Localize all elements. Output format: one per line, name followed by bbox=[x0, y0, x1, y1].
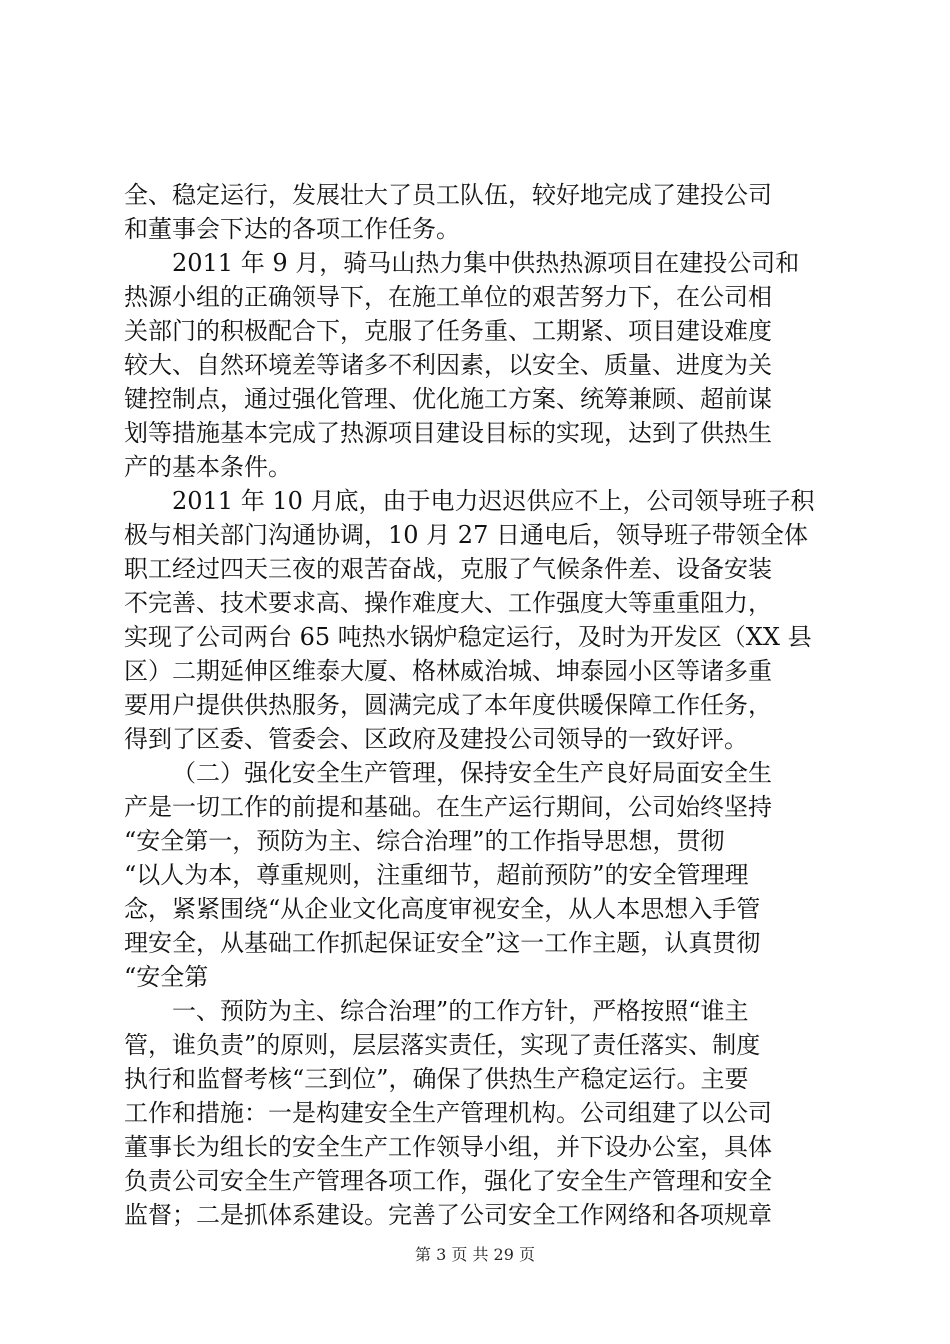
paragraph-start: 2011 年 9 月，骑马山热力集中供热热源项目在建投公司和 bbox=[172, 249, 800, 277]
text-line: 极与相关部门沟通协调，10 月 27 日通电后，领导班子带领全体 bbox=[124, 521, 808, 549]
paragraph-start: 2011 年 10 月底，由于电力迟迟供应不上，公司领导班子积 bbox=[172, 487, 815, 515]
text-line: “安全第一，预防为主、综合治理”的工作指导思想，贯彻 bbox=[124, 827, 725, 855]
text-line: 董事长为组长的安全生产工作领导小组，并下设办公室，具体 bbox=[124, 1133, 772, 1161]
text-line: 和董事会下达的各项工作任务。 bbox=[124, 215, 460, 243]
text-line: 产的基本条件。 bbox=[124, 453, 292, 481]
text-line: 区）二期延伸区维泰大厦、格林威治城、坤泰园小区等诸多重 bbox=[124, 657, 772, 685]
page-number-footer: 第 3 页 共 29 页 bbox=[415, 1245, 535, 1264]
text-line: 不完善、技术要求高、操作难度大、工作强度大等重重阻力， bbox=[124, 589, 772, 617]
text-line: 监督；二是抓体系建设。完善了公司安全工作网络和各项规章 bbox=[124, 1201, 772, 1229]
text-line: “安全第 bbox=[124, 963, 209, 991]
text-line: 执行和监督考核“三到位”，确保了供热生产稳定运行。主要 bbox=[124, 1065, 749, 1093]
text-line: 职工经过四天三夜的艰苦奋战，克服了气候条件差、设备安装 bbox=[124, 555, 772, 583]
text-line: “以人为本，尊重规则，注重细节，超前预防”的安全管理理 bbox=[124, 861, 749, 889]
text-line: 管，谁负责”的原则，层层落实责任，实现了责任落实、制度 bbox=[124, 1031, 761, 1059]
text-line: 全、稳定运行，发展壮大了员工队伍，较好地完成了建投公司 bbox=[124, 181, 772, 209]
text-line: 工作和措施：一是构建安全生产管理机构。公司组建了以公司 bbox=[124, 1099, 772, 1127]
text-line: 关部门的积极配合下，克服了任务重、工期紧、项目建设难度 bbox=[124, 317, 772, 345]
text-line: 键控制点，通过强化管理、优化施工方案、统筹兼顾、超前谋 bbox=[124, 385, 772, 413]
text-line: 产是一切工作的前提和基础。在生产运行期间，公司始终坚持 bbox=[124, 793, 772, 821]
text-line: 划等措施基本完成了热源项目建设目标的实现，达到了供热生 bbox=[124, 419, 772, 447]
text-line: 得到了区委、管委会、区政府及建投公司领导的一致好评。 bbox=[124, 725, 748, 753]
text-line: 实现了公司两台 65 吨热水锅炉稳定运行，及时为开发区（XX 县 bbox=[124, 623, 812, 651]
text-line: 理安全，从基础工作抓起保证安全”这一工作主题，认真贯彻 bbox=[124, 929, 761, 957]
text-line: 负责公司安全生产管理各项工作，强化了安全生产管理和安全 bbox=[124, 1167, 772, 1195]
paragraph-start: 一、预防为主、综合治理”的工作方针，严格按照“谁主 bbox=[172, 997, 749, 1025]
text-line: 较大、自然环境差等诸多不利因素，以安全、质量、进度为关 bbox=[124, 351, 772, 379]
paragraph-start: （二）强化安全生产管理，保持安全生产良好局面安全生 bbox=[172, 759, 772, 787]
text-line: 念，紧紧围绕“从企业文化高度审视安全，从人本思想入手管 bbox=[124, 895, 761, 923]
text-line: 要用户提供供热服务，圆满完成了本年度供暖保障工作任务， bbox=[124, 691, 772, 719]
text-line: 热源小组的正确领导下，在施工单位的艰苦努力下，在公司相 bbox=[124, 283, 772, 311]
